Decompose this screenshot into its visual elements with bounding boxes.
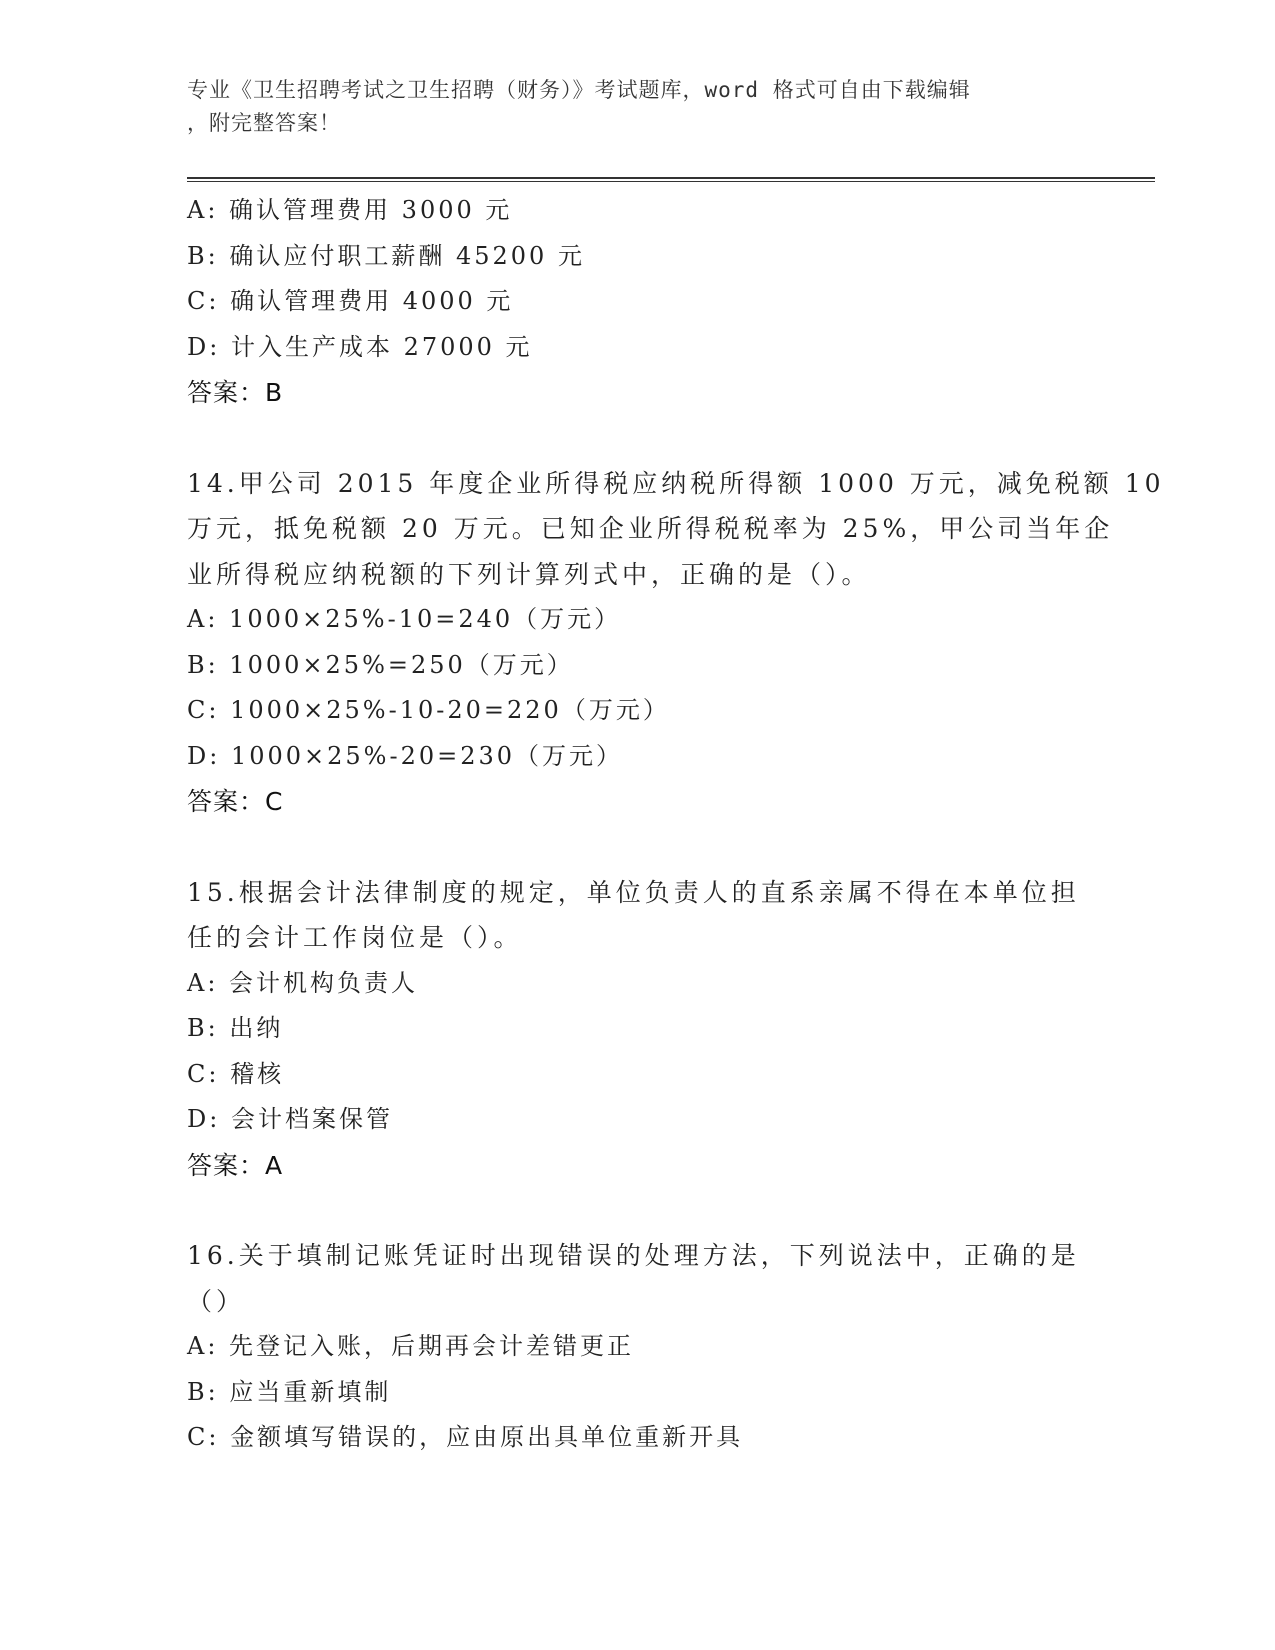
- question-text-line: 万元，抵免税额 20 万元。已知企业所得税税率为 25%，甲公司当年企: [187, 514, 1114, 543]
- question-text-line: 任的会计工作岗位是（）。: [187, 923, 523, 952]
- question-15: [187, 870, 1087, 1189]
- question-text-line: 业所得税应纳税额的下列计算列式中，正确的是（）。: [187, 559, 871, 589]
- option-a: A: 先登记入账，后期再会计差错更正: [187, 1332, 635, 1360]
- header-line-2: ，附完整答案！: [187, 111, 341, 135]
- option-c: C: 1000×25%-10-20=220（万元）: [187, 696, 670, 724]
- option-d: D: 计入生产成本 27000 元: [187, 332, 533, 361]
- header-line-1: 专业《卫生招聘考试之卫生招聘（财务）》考试题库，word 格式可自由下载编辑: [187, 78, 971, 102]
- option-a: A: 1000×25%-10=240（万元）: [187, 605, 622, 633]
- question-16: [187, 1233, 1087, 1461]
- option-d: D: 1000×25%-20=230（万元）: [187, 741, 624, 770]
- page-header: [187, 74, 1087, 140]
- answer-line: 答案：C: [187, 787, 284, 816]
- option-c: C: 确认管理费用 4000 元: [187, 287, 514, 315]
- question-13-tail: [187, 188, 1087, 416]
- option-c: C: 稽核: [187, 1059, 285, 1088]
- option-a: A: 会计机构负责人: [187, 968, 419, 997]
- option-b: B: 应当重新填制: [187, 1377, 392, 1406]
- answer-line: 答案：A: [187, 1150, 284, 1180]
- question-text-line: （）: [187, 1286, 246, 1316]
- option-a: A: 确认管理费用 3000 元: [187, 196, 513, 224]
- option-d: D: 会计档案保管: [187, 1105, 393, 1133]
- question-14: [187, 461, 1165, 825]
- option-c: C: 金额填写错误的，应由原出具单位重新开具: [187, 1423, 744, 1451]
- question-text-line: 15.根据会计法律制度的规定，单位负责人的直系亲属不得在本单位担: [187, 877, 1080, 907]
- option-b: B: 出纳: [187, 1014, 284, 1042]
- header-divider: [187, 177, 1155, 182]
- answer-line: 答案：B: [187, 378, 284, 407]
- question-text-line: 14.甲公司 2015 年度企业所得税应纳税所得额 1000 万元，减免税额 10: [187, 468, 1165, 498]
- question-text-line: 16.关于填制记账凭证时出现错误的处理方法，下列说法中，正确的是: [187, 1241, 1080, 1270]
- option-b: B: 1000×25%=250（万元）: [187, 650, 574, 679]
- option-b: B: 确认应付职工薪酬 45200 元: [187, 241, 585, 270]
- document-body: [187, 188, 1165, 1461]
